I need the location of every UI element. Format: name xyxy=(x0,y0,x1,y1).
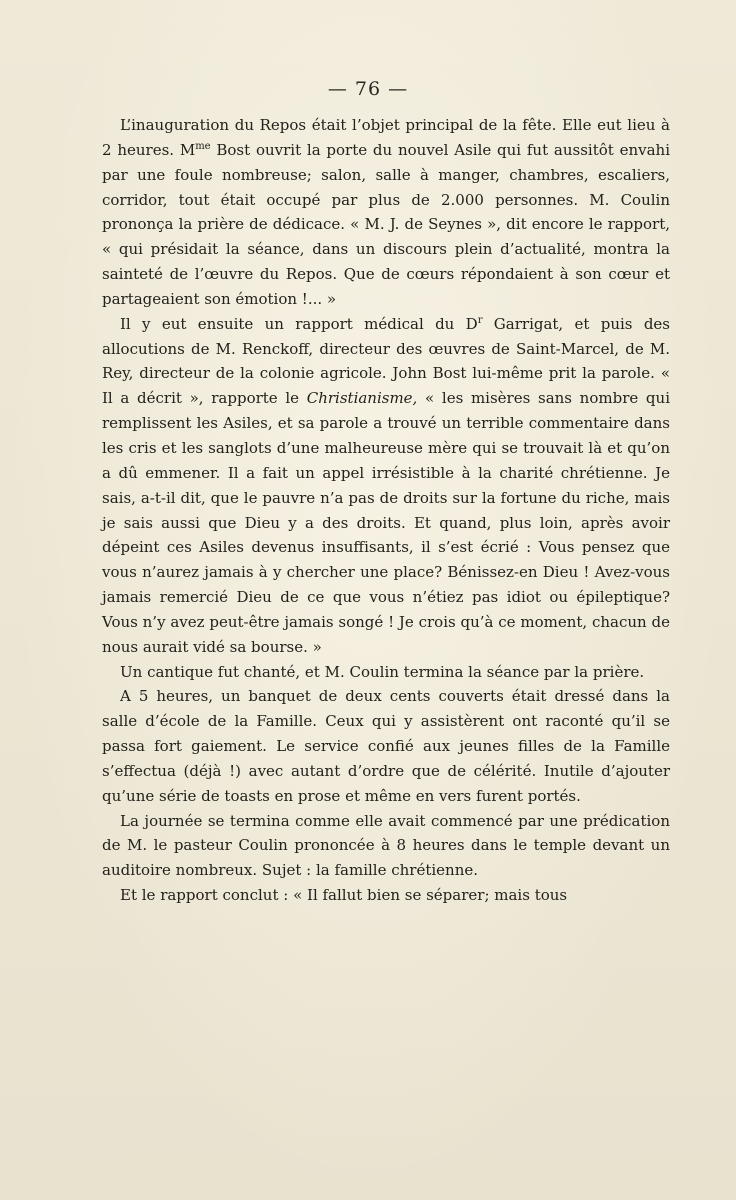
text-run: A 5 heures, un banquet de deux cents couverts était dressé dans la salle d’école de la Famille. Ceux qui y assistèrent ont raconté qu’il se passa fort gaiement. Le service confié aux jeunes filles de la Famille s’effectua (déjà !) avec autant d’ordre que de célérité. Inutile d’ajouter qu’une série de toasts en prose et même en vers furent portés. xyxy=(102,687,670,805)
text-run: Et le rapport conclut : « Il fallut bien se séparer; mais tous xyxy=(120,886,568,905)
paragraph xyxy=(102,312,670,660)
text-run: Il y eut ensuite un rapport médical du D xyxy=(120,314,478,333)
superscript: r xyxy=(477,314,483,326)
paragraph xyxy=(102,684,670,808)
paragraph xyxy=(102,113,670,312)
text-run: L’inauguration du Repos était l’objet principal de la fête. Elle eut lieu à 2 heures. M xyxy=(102,116,670,159)
text-run: La journée se termina comme elle avait commencé par une prédication de M. le pasteur Coulin prononcée à 8 heures dans le temple devant un auditoire nombreux. Sujet : la famille chrétienne. xyxy=(102,811,670,880)
italic-text: Christianisme, xyxy=(306,389,418,408)
paragraph xyxy=(102,883,670,908)
text-run: Bost ouvrit la porte du nouvel Asile qui fut aussitôt envahi par une foule nombreuse; salon, salle à manger, chambres, escaliers, corridor, tout était occupé par plus de 2.000 personnes. M. Coulin prononça la prière de dédicace. « M. J. de Seynes », dit encore le rapport, « qui présidait la séance, dans un discours plein d’actualité, montra la sainteté de l’œuvre du Repos. Que de cœurs répondaient à son cœur et partageaient son émotion !... » xyxy=(102,140,670,308)
page-number: — 76 — xyxy=(327,78,409,100)
paragraph xyxy=(102,809,670,884)
text-run: Un cantique fut chanté, et M. Coulin termina la séance par la prière. xyxy=(120,662,645,681)
body-text xyxy=(102,113,670,908)
text-run: « les misères sans nombre qui remplissent les Asiles, et sa parole a trouvé un terrible commentaire dans les cris et les sanglots d’une malheureuse mère qui se trouvait là et qu’on a dû emmener. Il a fait un appel irrésistible à la charité chrétienne. Je sais, a-t-il dit, que le pauvre n’a pas de droits sur la fortune du riche, mais je sais aussi que Dieu y a des droits. Et quand, plus loin, après avoir dépeint ces Asiles devenus insuffisants, il s’est écrié : Vous pensez que vous n’aurez jamais à y chercher une place? Bénissez-en Dieu ! Avez-vous jamais remercié Dieu de ce que vous n’étiez pas idiot ou épileptique? Vous n’y avez peut-être jamais songé ! Je crois qu’à ce moment, chacun de nous aurait vidé sa bourse. » xyxy=(102,389,670,656)
superscript: me xyxy=(195,140,211,152)
paragraph xyxy=(102,660,670,685)
text-run: Garrigat, et puis des allocutions de M. Renckoff, directeur des œuvres de Saint-Marcel, de M. Rey, directeur de la colonie agricole. John Bost lui-même prit la parole. « Il a décrit », rapporte le xyxy=(102,314,670,408)
